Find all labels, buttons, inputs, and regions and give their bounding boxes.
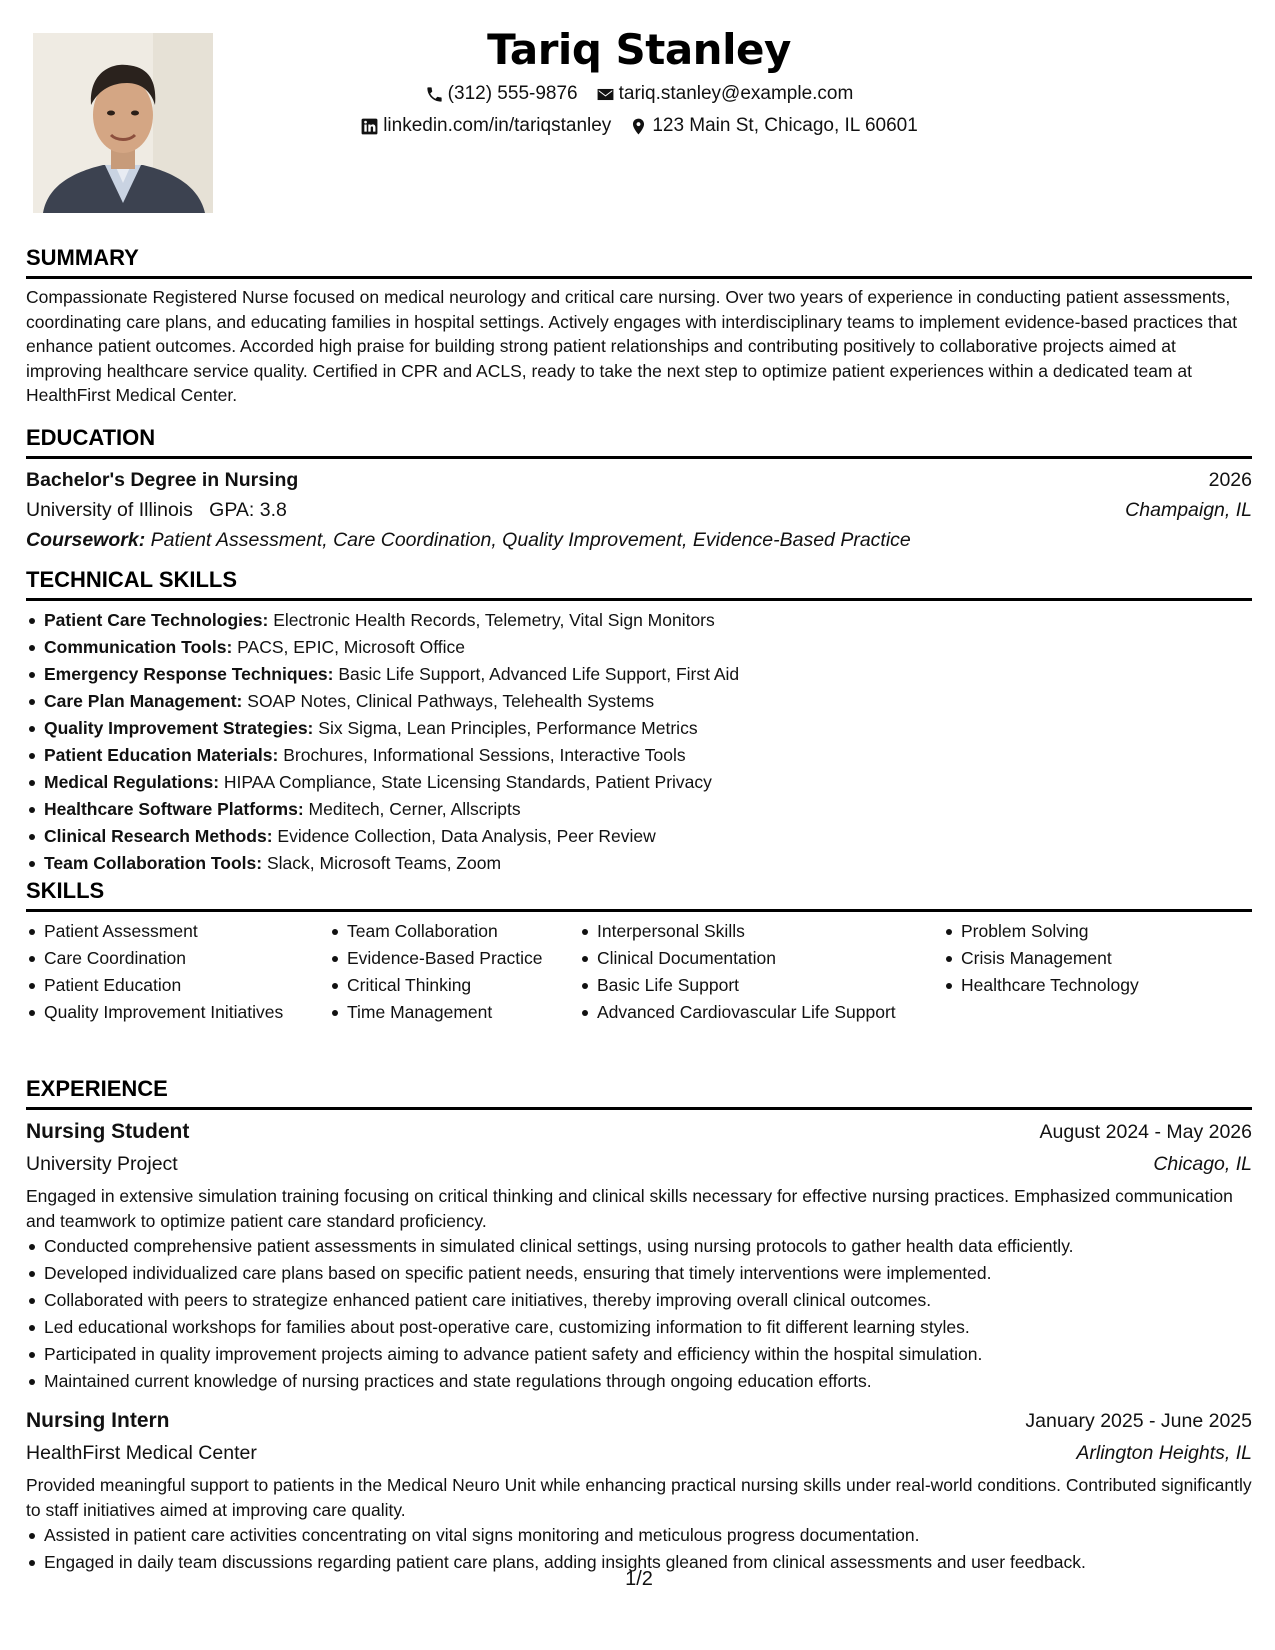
job-dates: August 2024 - May 2026 (1039, 1121, 1252, 1143)
skill-value: Meditech, Cerner, Allscripts (308, 799, 521, 819)
list-item (26, 715, 1252, 742)
list-item: Care Coordination (26, 945, 329, 972)
skills-divider (26, 909, 1252, 912)
skill-value: HIPAA Compliance, State Licensing Standards, Patient Privacy (223, 772, 712, 792)
education-heading: EDUCATION (26, 425, 156, 450)
education-divider (26, 456, 1252, 459)
email-text: tariq.stanley@example.com (618, 83, 854, 104)
list-item (26, 823, 1252, 850)
map-pin-icon (629, 117, 648, 136)
page-number: 1/2 (625, 1568, 653, 1590)
skill-label: Patient Education Materials: (44, 745, 279, 765)
skill-label: Patient Care Technologies: (44, 610, 269, 630)
job-org: HealthFirst Medical Center (26, 1442, 257, 1465)
technical-skills-divider (26, 598, 1252, 601)
contact-row-1 (26, 78, 1252, 110)
gpa: GPA: 3.8 (209, 499, 287, 521)
list-item (26, 634, 1252, 661)
list-item: Patient Assessment (26, 918, 329, 945)
summary-divider (26, 276, 1252, 279)
email-contact[interactable] (596, 78, 854, 110)
list-item: Problem Solving (943, 918, 1243, 945)
skill-value: Basic Life Support, Advanced Life Support, First Aid (338, 664, 740, 684)
skill-label: Clinical Research Methods: (44, 826, 273, 846)
skill-value: Brochures, Informational Sessions, Interactive Tools (283, 745, 686, 765)
list-item (26, 661, 1252, 688)
list-item (26, 688, 1252, 715)
job-bullets (26, 1233, 1252, 1395)
list-item: Quality Improvement Initiatives (26, 999, 329, 1026)
skill-value: Electronic Health Records, Telemetry, Vital Sign Monitors (273, 610, 715, 630)
coursework (26, 525, 1252, 555)
job-title-row (26, 1116, 1252, 1148)
school-info (26, 495, 287, 525)
list-item: Developed individualized care plans based on specific patient needs, ensuring that timely interventions were implemented. (26, 1260, 1252, 1287)
list-item: Engaged in daily team discussions regarding patient care plans, adding insights gleaned from clinical assessments and user feedback. (26, 1549, 1252, 1576)
job-dates: January 2025 - June 2025 (1025, 1410, 1252, 1433)
list-item: Participated in quality improvement projects aiming to advance patient safety and efficiency within the hospital simulation. (26, 1341, 1252, 1368)
list-item: Team Collaboration (329, 918, 579, 945)
experience-section (26, 1075, 1252, 1576)
experience-divider (26, 1107, 1252, 1110)
skills-column-2 (329, 918, 579, 1026)
phone-contact[interactable] (425, 78, 578, 110)
job-entry-1 (26, 1116, 1252, 1395)
linkedin-contact[interactable] (360, 110, 611, 142)
list-item (26, 769, 1252, 796)
resume-page (26, 0, 1252, 1650)
skills-column-1 (26, 918, 329, 1026)
degree-title: Bachelor's Degree in Nursing (26, 469, 299, 491)
school-location: Champaign, IL (1125, 499, 1252, 521)
list-item (26, 607, 1252, 634)
list-item: Patient Education (26, 972, 329, 999)
skill-label: Communication Tools: (44, 637, 233, 657)
coursework-label: Coursework: (26, 529, 146, 551)
list-item (26, 850, 1252, 877)
summary-heading: SUMMARY (26, 245, 139, 270)
envelope-icon (596, 85, 615, 104)
job-org-row (26, 1437, 1252, 1469)
list-item: Advanced Cardiovascular Life Support (579, 999, 943, 1026)
skill-label: Team Collaboration Tools: (44, 853, 263, 873)
list-item: Basic Life Support (579, 972, 943, 999)
job-entry-2 (26, 1405, 1252, 1576)
skill-value: Slack, Microsoft Teams, Zoom (266, 853, 502, 873)
skill-value: SOAP Notes, Clinical Pathways, Telehealth Systems (247, 691, 655, 711)
skills-grid (26, 918, 1252, 1026)
technical-skills-section (26, 566, 1252, 877)
resume-header (26, 22, 1252, 142)
technical-skills-list (26, 607, 1252, 877)
candidate-name: Tariq Stanley (487, 25, 791, 74)
address-text: 123 Main St, Chicago, IL 60601 (652, 115, 918, 136)
phone-text: (312) 555-9876 (447, 83, 578, 104)
list-item: Healthcare Technology (943, 972, 1243, 999)
job-location: Chicago, IL (1153, 1153, 1252, 1175)
skill-value: Six Sigma, Lean Principles, Performance Metrics (318, 718, 698, 738)
job-org: University Project (26, 1153, 178, 1175)
list-item: Collaborated with peers to strategize enhanced patient care initiatives, thereby improving overall clinical outcomes. (26, 1287, 1252, 1314)
skill-label: Healthcare Software Platforms: (44, 799, 304, 819)
job-org-row (26, 1148, 1252, 1180)
skill-label: Care Plan Management: (44, 691, 243, 711)
contact-row-2 (26, 110, 1252, 142)
skills-section (26, 877, 1252, 1026)
skill-label: Quality Improvement Strategies: (44, 718, 314, 738)
job-title-row (26, 1405, 1252, 1437)
experience-heading: EXPERIENCE (26, 1076, 168, 1101)
list-item: Maintained current knowledge of nursing practices and state regulations through ongoing education efforts. (26, 1368, 1252, 1395)
job-role: Nursing Intern (26, 1409, 170, 1433)
job-summary: Engaged in extensive simulation training focusing on critical thinking and clinical skills necessary for effective nursing practices. Emphasized communication and teamwork to optimize patient care standard proficiency. (26, 1186, 1233, 1231)
linkedin-icon (360, 117, 379, 136)
list-item (26, 742, 1252, 769)
list-item: Crisis Management (943, 945, 1243, 972)
skill-label: Medical Regulations: (44, 772, 220, 792)
list-item: Interpersonal Skills (579, 918, 943, 945)
education-school-row (26, 495, 1252, 525)
list-item: Evidence-Based Practice (329, 945, 579, 972)
technical-skills-heading: TECHNICAL SKILLS (26, 567, 238, 592)
education-degree-row (26, 465, 1252, 495)
list-item: Critical Thinking (329, 972, 579, 999)
skills-column-3 (579, 918, 943, 1026)
skill-value: Evidence Collection, Data Analysis, Peer Review (277, 826, 656, 846)
skills-column-4 (943, 918, 1243, 1026)
phone-icon (425, 85, 444, 104)
education-section (26, 424, 1252, 555)
summary-section (26, 244, 1252, 408)
coursework-list: Patient Assessment, Care Coordination, Quality Improvement, Evidence-Based Practice (150, 529, 911, 551)
list-item: Led educational workshops for families about post-operative care, customizing information to fit different learning styles. (26, 1314, 1252, 1341)
list-item: Clinical Documentation (579, 945, 943, 972)
list-item: Assisted in patient care activities concentrating on vital signs monitoring and meticulous progress documentation. (26, 1522, 1252, 1549)
job-role: Nursing Student (26, 1120, 190, 1143)
degree-year: 2026 (1208, 469, 1252, 491)
summary-text: Compassionate Registered Nurse focused on medical neurology and critical care nursing. Over two years of experience in conducting patient assessments, coordinating care plans, and educating families in hospital settings. Actively engages with interdisciplinary teams to implement evidence-based practices that enhance patient outcomes. Accorded high praise for building strong patient relationships and contributing positively to collaborative projects aimed at improving healthcare service quality. Certified in CPR and ACLS, ready to take the next step to optimize patient experiences within a dedicated team at HealthFirst Medical Center. (26, 287, 1238, 406)
address-contact (629, 110, 917, 142)
skill-value: PACS, EPIC, Microsoft Office (237, 637, 466, 657)
job-summary: Provided meaningful support to patients in the Medical Neuro Unit while enhancing practical nursing skills under real-world conditions. Contributed significantly to staff initiatives aimed at improving care quality. (26, 1475, 1252, 1520)
skill-label: Emergency Response Techniques: (44, 664, 334, 684)
linkedin-text: linkedin.com/in/tariqstanley (383, 115, 612, 136)
list-item: Conducted comprehensive patient assessments in simulated clinical settings, using nursing protocols to gather health data efficiently. (26, 1233, 1252, 1260)
job-location: Arlington Heights, IL (1076, 1442, 1252, 1465)
list-item: Time Management (329, 999, 579, 1026)
school-name: University of Illinois (26, 499, 193, 521)
list-item (26, 796, 1252, 823)
skills-heading: SKILLS (26, 878, 105, 903)
